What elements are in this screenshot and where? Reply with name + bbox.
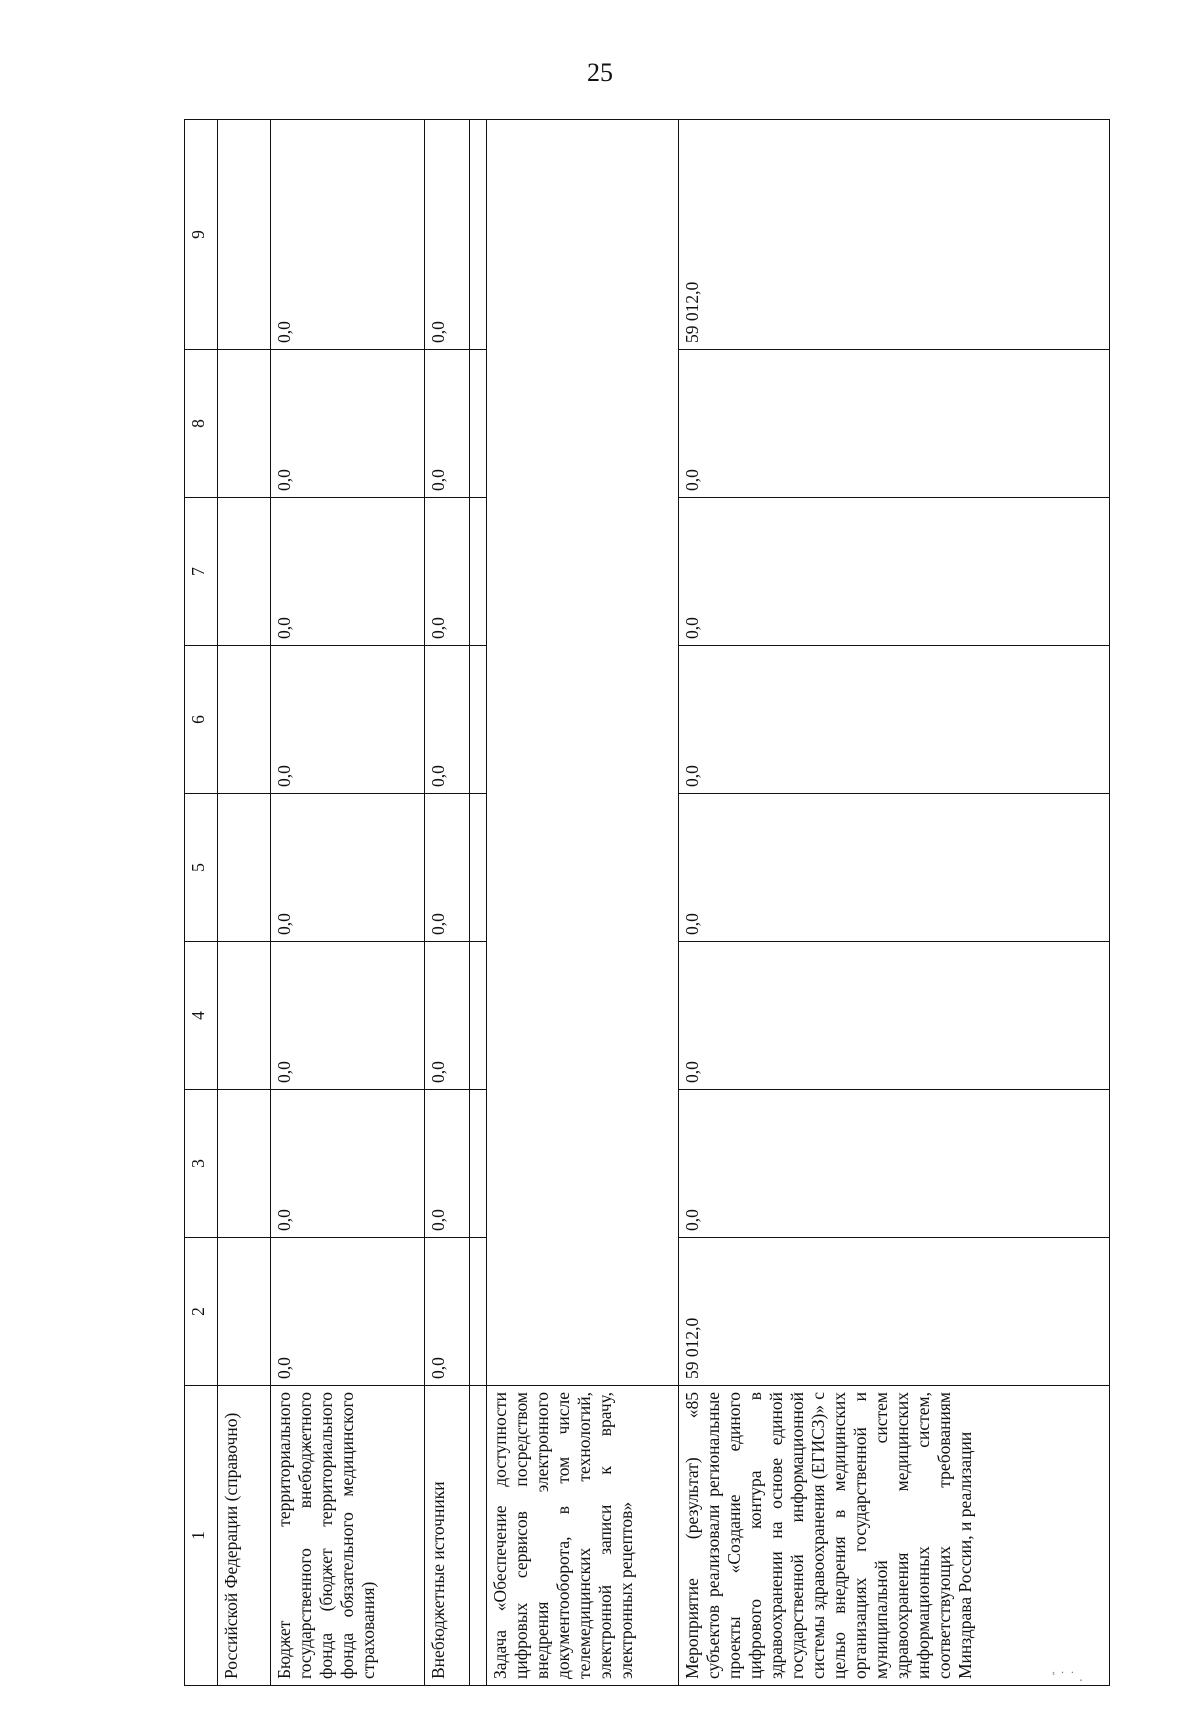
table-cell: 0,0 (679, 498, 1110, 646)
table-cell: 0,0 (425, 646, 470, 794)
table-cell: 0,0 (425, 498, 470, 646)
column-header: 6 (185, 646, 218, 794)
table-cell: 0,0 (271, 794, 425, 942)
column-header: 7 (185, 498, 218, 646)
table-cell: 0,0 (271, 498, 425, 646)
table-cell: 0,0 (425, 350, 470, 498)
table-cell (218, 1090, 271, 1238)
table-cell (218, 794, 271, 942)
table-cell: 0,0 (271, 646, 425, 794)
table-cell: 0,0 (271, 1090, 425, 1238)
column-header: 5 (185, 794, 218, 942)
column-header: 2 (185, 1238, 218, 1386)
table-row (487, 120, 679, 1686)
rotated-table-container (184, 120, 1110, 1686)
financing-table (184, 119, 1110, 1686)
table-cell: 0,0 (271, 350, 425, 498)
table-cell: 0,0 (271, 942, 425, 1090)
column-header: 3 (185, 1090, 218, 1238)
table-cell: 0,0 (271, 120, 425, 350)
table-cell: 0,0 (679, 350, 1110, 498)
table-cell: 0,0 (425, 794, 470, 942)
table-cell (218, 646, 271, 794)
column-header: 4 (185, 942, 218, 1090)
page-number: 25 (587, 58, 613, 87)
table-cell (218, 350, 271, 498)
table-cell: 0,0 (679, 794, 1110, 942)
table-row (679, 120, 1110, 1686)
table-cell: 0,0 (425, 1238, 470, 1386)
column-header: 9 (185, 120, 218, 350)
table-row (218, 120, 271, 1686)
table-cell (487, 120, 679, 1386)
row-label: Бюджет территориального государственного внебюджетного фонда (бюджет территориального фонда обязательного медицинского страхования) (271, 1386, 425, 1686)
table-cell: 0,0 (679, 1090, 1110, 1238)
column-header: 1 (185, 1386, 218, 1686)
table-cell: 0,0 (679, 942, 1110, 1090)
table-cell: 0,0 (425, 1090, 470, 1238)
table-row-separator (470, 120, 487, 1686)
table-cell: 59 012,0 (679, 1238, 1110, 1386)
table-cell (218, 1238, 271, 1386)
table-cell: 0,0 (425, 120, 470, 350)
table-cell: 0,0 (679, 646, 1110, 794)
header-row (185, 120, 218, 1686)
row-label: Задача «Обеспечение доступности цифровых сервисов посредством внедрения электронного документооборота, в том числе телемедицинских технологий, электронной записи к врачу, электронных рецептов» (487, 1386, 679, 1686)
table-cell: 0,0 (425, 942, 470, 1090)
table-row (425, 120, 470, 1686)
table-cell (218, 942, 271, 1090)
column-header: 8 (185, 350, 218, 498)
row-label: Мероприятие (результат) «85 субъектов реализовали региональные проекты «Создание единого цифрового контура в здравоохранении на основе единой государственной информационной системы здравоохранения (ЕГИСЗ)» с целью внедрения в медицинских организациях государственной и муниципальной систем здравоохранения медицинских информационных систем, соответствующих требованиям Минздрава России, и реализации (679, 1386, 1110, 1686)
scan-speck: ʿ ˙ ˙ . (1052, 1670, 1083, 1684)
row-label: Российской Федерации (справочно) (218, 1386, 271, 1686)
table-cell (218, 120, 271, 350)
table-cell: 59 012,0 (679, 120, 1110, 350)
table-cell (218, 498, 271, 646)
table-cell: 0,0 (271, 1238, 425, 1386)
table-row (271, 120, 425, 1686)
row-label: Внебюджетные источники (425, 1386, 470, 1686)
